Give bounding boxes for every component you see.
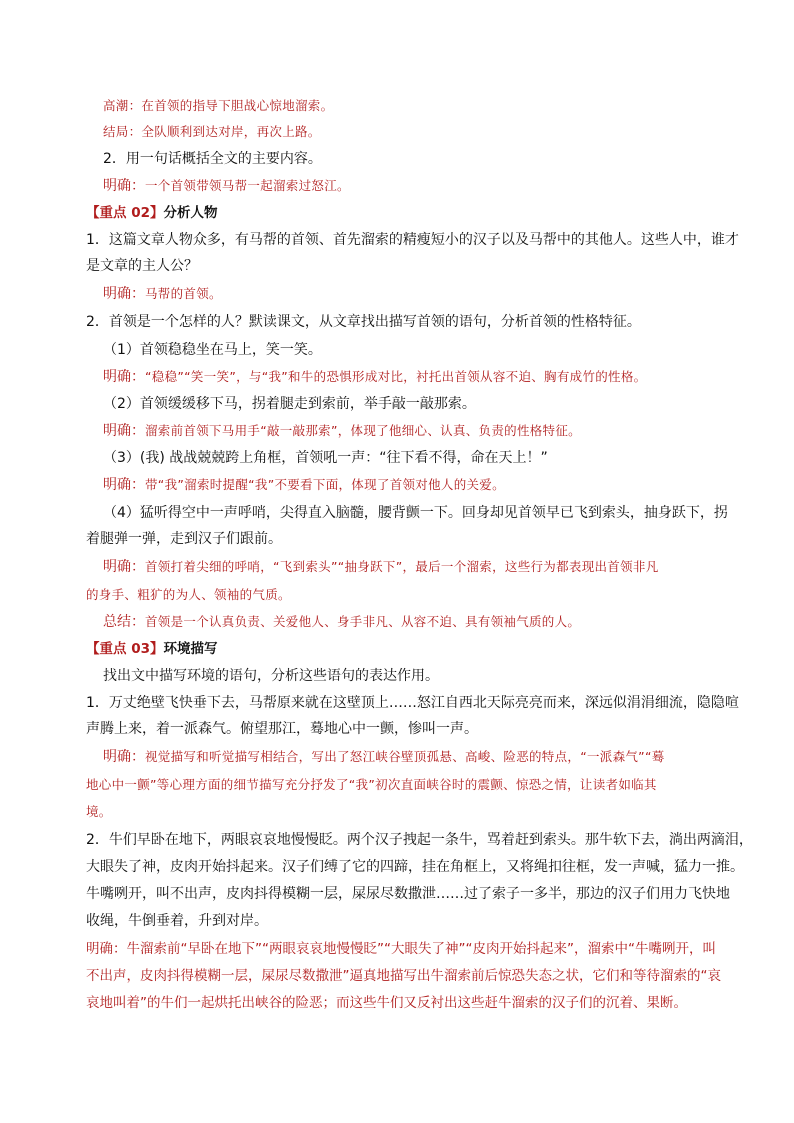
answer-item-3 [103,474,743,496]
summary-label: 总结： [103,614,145,630]
answer-environment-1-line-3: 境。 [86,804,112,819]
climax-line: 高潮：在首领的指导下胆战心惊地溜索。 [103,98,334,113]
environment-1-line-1: 1．万丈绝壁飞快垂下去，马帮原来就在这壁顶上……怒江自西北天际亮亮而来，深远似涓涓细流，隐隐喧 [86,695,739,711]
question-1-line-1: 1．这篇文章人物众多，有马帮的首领、首先溜索的精瘦短小的汉子以及马帮中的其他人。这些人中，谁才 [86,232,739,248]
section-tag: 【重点 03】 [86,641,164,657]
item-1: （1）首领稳稳坐在马上，笑一笑。 [103,342,322,358]
instruction-line: 找出文中描写环境的语句，分析这些语句的表达作用。 [103,668,439,684]
answer-text: 一个首领带领马帮一起溜索过怒江。 [145,178,350,193]
section-heading-02 [86,202,726,224]
answer-label: 明确： [103,749,145,765]
section-tag: 【重点 02】 [86,205,164,221]
answer-text: 首领打着尖细的呼哨，“飞到索头”“抽身跃下”，最后一个溜索，这些行为都表现出首领非凡 [145,559,659,574]
summary-line [103,611,743,633]
answer-item-1 [103,366,743,388]
answer-text: 视觉描写和听觉描写相结合，写出了怒江峡谷壁顶孤悬、高峻、险恶的特点，“一派森气”“蓦 [145,749,665,764]
answer-label: 明确： [103,423,145,439]
question-2-summary: 2．用一句话概括全文的主要内容。 [103,151,322,167]
section-title: 分析人物 [163,205,218,221]
answer-label: 明确： [103,178,145,194]
question-1-line-2: 是文章的主人公？ [86,258,198,274]
item-2: （2）首领缓缓移下马，拐着腿走到索前，举手敲一敲那索。 [103,396,476,412]
section-title: 环境描写 [163,641,218,657]
answer-text: 溜索前首领下马用手“敲一敲那索”，体现了他细心、认真、负责的性格特征。 [145,423,581,438]
section-heading-03 [86,638,726,660]
environment-1-line-2: 声腾上来，着一派森气。俯望那江，蓦地心中一颤，惨叫一声。 [86,721,478,737]
answer-text: 带“我”溜索时提醒“我”不要看下面，体现了首领对他人的关爱。 [145,477,505,492]
environment-2-line-1: 2．牛们早卧在地下，两眼哀哀地慢慢眨。两个汉子拽起一条牛，骂着赶到索头。那牛软下去，淌出两滴泪， [86,832,753,848]
answer-environment-2-line-3: 哀地叫着”的牛们一起烘托出峡谷的险恶；而这些牛们又反衬出这些赶牛溜索的汉子们的沉着、果断。 [86,995,687,1011]
answer-environment-1 [103,746,743,768]
environment-2-line-2: 大眼失了神，皮肉开始抖起来。汉子们缚了它的四蹄，挂在角框上，又将绳扣往框，发一声喊，猛力一推。 [86,859,744,875]
answer-environment-1-line-2: 地心中一颤”等心理方面的细节描写充分抒发了“我”初次直面峡谷时的震颤、惊恐之情，让读者如临其 [86,777,657,792]
answer-label: 明确： [103,286,145,302]
item-3: （3）(我) 战战兢兢跨上角框，首领吼一声：“往下看不得，命在天上！” [103,450,548,466]
answer-item-4-line-2: 的身手、粗犷的为人、领袖的气质。 [86,587,291,602]
answer-label: 明确： [103,369,145,385]
environment-2-line-3: 牛嘴咧开，叫不出声，皮肉抖得模糊一层，屎尿尽数撒泄……过了索子一多半，那边的汉子们用力飞快地 [86,886,730,902]
answer-environment-2-line-1: 明确：牛溜索前“早卧在地下”“两眼哀哀地慢慢眨”“大眼失了神”“皮肉开始抖起来”，溜索中“牛嘴咧开，叫 [86,941,716,957]
answer-item-2 [103,420,743,442]
answer-text: “稳稳”“笑一笑”，与“我”和牛的恐惧形成对比，衬托出首领从容不迫、胸有成竹的性格。 [145,369,647,384]
answer-protagonist [103,283,743,305]
answer-text: 马帮的首领。 [145,286,222,301]
ending-line: 结局：全队顺利到达对岸，再次上路。 [103,124,321,139]
environment-2-line-4: 收绳，牛倒垂着，升到对岸。 [86,913,268,929]
answer-label: 明确： [103,477,145,493]
item-4-line-1: （4）猛听得空中一声呼哨，尖得直入脑髓，腰背颤一下。回身却见首领早已飞到索头，抽身跃下，拐 [103,505,728,521]
answer-label: 明确： [103,559,145,575]
item-4-line-2: 着腿弹一弹，走到汉子们跟前。 [86,531,282,547]
answer-environment-2-line-2: 不出声，皮肉抖得模糊一层，屎尿尽数撒泄”逼真地描写出牛溜索前后惊恐失态之状，它们和等待溜索的“哀 [86,968,721,984]
answer-summary [103,175,743,197]
answer-item-4 [103,556,743,578]
question-2-line: 2．首领是一个怎样的人？默读课文，从文章找出描写首领的语句，分析首领的性格特征。 [86,314,641,330]
summary-text: 首领是一个认真负责、关爱他人、身手非凡、从容不迫、具有领袖气质的人。 [145,614,581,629]
